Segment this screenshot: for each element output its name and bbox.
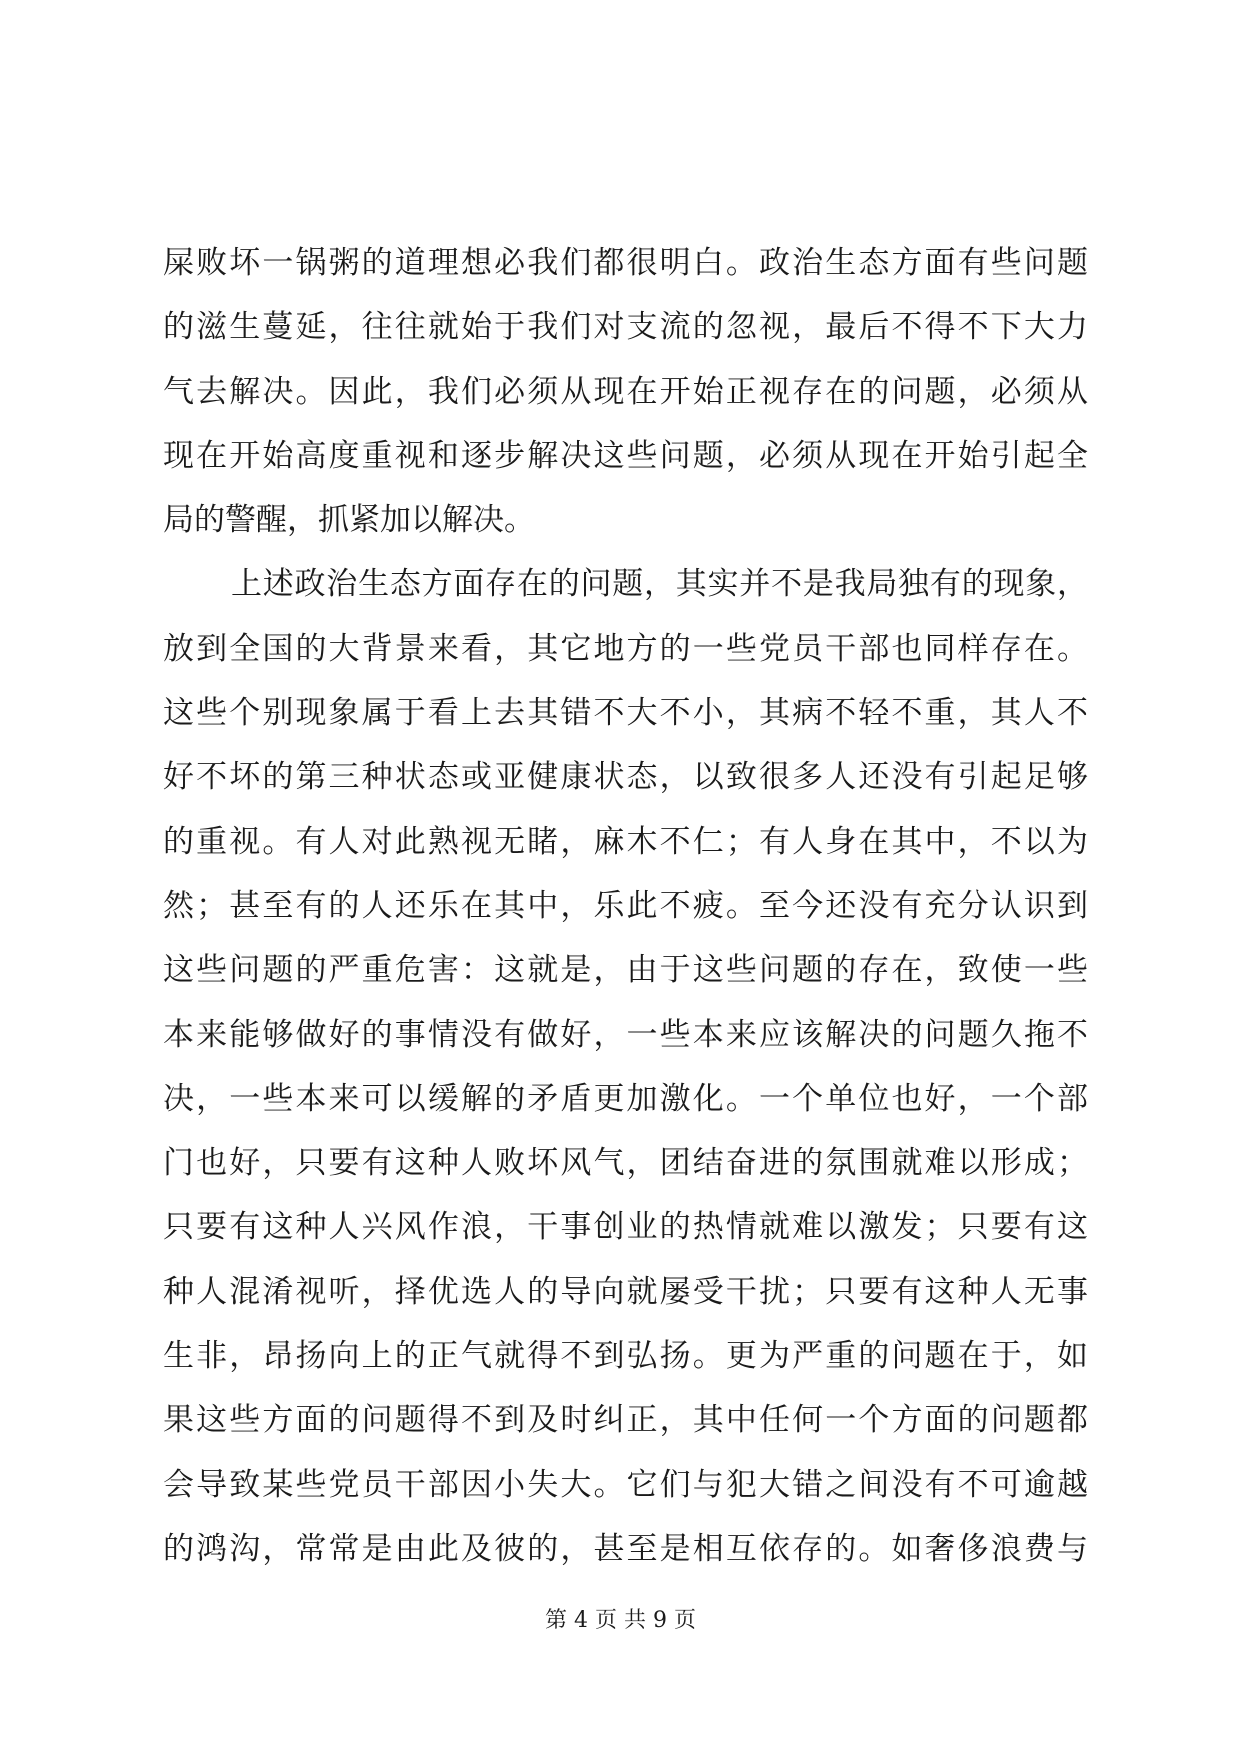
text-line-7: 放到全国的大背景来看，其它地方的一些党员干部也同样存在。 bbox=[163, 630, 1088, 667]
text-line-4: 现在开始高度重视和逐步解决这些问题，必须从现在开始引起全 bbox=[163, 437, 1088, 474]
text-line-11: 然；甚至有的人还乐在其中，乐此不疲。至今还没有充分认识到 bbox=[163, 887, 1088, 924]
body-text bbox=[163, 231, 1088, 1581]
text-line-9: 好不坏的第三种状态或亚健康状态，以致很多人还没有引起足够 bbox=[163, 759, 1088, 796]
text-line-5: 局的警醒，抓紧加以解决。 bbox=[163, 502, 535, 539]
text-line-16: 只要有这种人兴风作浪，干事创业的热情就难以激发；只要有这 bbox=[163, 1209, 1088, 1246]
text-line-2: 的滋生蔓延，往往就始于我们对支流的忽视，最后不得不下大力 bbox=[163, 309, 1088, 346]
text-line-14: 决，一些本来可以缓解的矛盾更加激化。一个单位也好，一个部 bbox=[163, 1080, 1088, 1117]
text-line-21: 的鸿沟，常常是由此及彼的，甚至是相互依存的。如奢侈浪费与 bbox=[163, 1530, 1088, 1567]
text-line-6: 上述政治生态方面存在的问题，其实并不是我局独有的现象， bbox=[231, 566, 1088, 603]
text-line-1: 屎败坏一锅粥的道理想必我们都很明白。政治生态方面有些问题 bbox=[163, 245, 1088, 281]
text-line-18: 生非，昂扬向上的正气就得不到弘扬。更为严重的问题在于，如 bbox=[163, 1338, 1088, 1375]
text-line-13: 本来能够做好的事情没有做好，一些本来应该解决的问题久拖不 bbox=[163, 1016, 1088, 1053]
text-line-19: 果这些方面的问题得不到及时纠正，其中任何一个方面的问题都 bbox=[163, 1402, 1088, 1439]
text-line-3: 气去解决。因此，我们必须从现在开始正视存在的问题，必须从 bbox=[163, 373, 1088, 410]
text-line-17: 种人混淆视听，择优选人的导向就屡受干扰；只要有这种人无事 bbox=[163, 1273, 1088, 1310]
page-number-label: 第 4 页 共 9 页 bbox=[545, 1608, 696, 1633]
page-footer bbox=[0, 1606, 1241, 1636]
text-line-12: 这些问题的严重危害：这就是，由于这些问题的存在，致使一些 bbox=[163, 952, 1088, 989]
text-line-8: 这些个别现象属于看上去其错不大不小，其病不轻不重，其人不 bbox=[163, 695, 1088, 732]
text-line-10: 的重视。有人对此熟视无睹，麻木不仁；有人身在其中，不以为 bbox=[163, 823, 1088, 860]
text-line-15: 门也好，只要有这种人败坏风气，团结奋进的氛围就难以形成； bbox=[163, 1145, 1088, 1182]
text-line-20: 会导致某些党员干部因小失大。它们与犯大错之间没有不可逾越 bbox=[163, 1466, 1088, 1503]
